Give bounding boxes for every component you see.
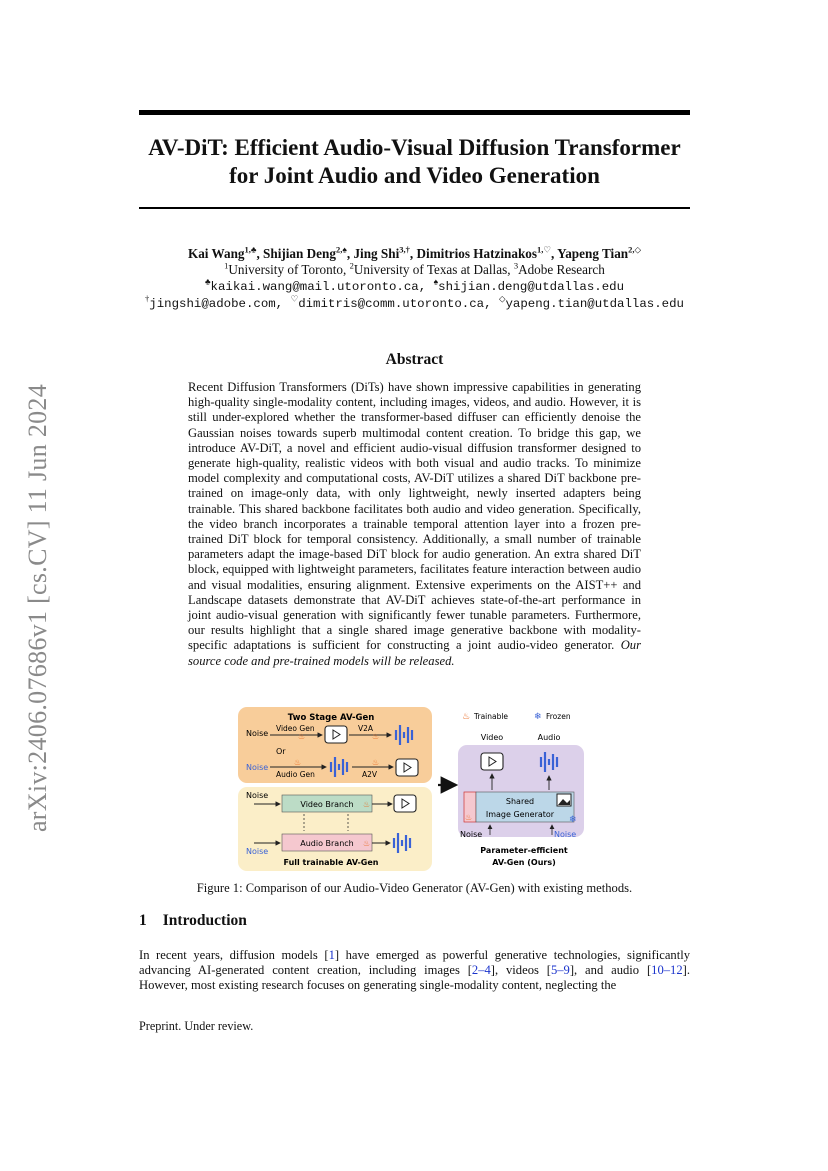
ours-title-2: AV-Gen (Ours) — [492, 858, 556, 867]
title-top-rule — [139, 110, 690, 115]
email-shijian[interactable]: shijian.deng@utdallas.edu — [438, 280, 625, 294]
video-gen-label: Video Gen — [276, 724, 315, 733]
video-play-icon — [325, 726, 347, 743]
title-line-1: AV-DiT: Efficient Audio-Visual Diffusion Transformer — [148, 135, 681, 160]
abstract-body — [188, 380, 641, 669]
figure-caption: Figure 1: Comparison of our Audio-Video Generator (AV-Gen) with existing methods. — [196, 881, 633, 895]
figure-1-diagram — [236, 703, 596, 875]
affiliations: $^1$University of Toronto, $^2$University of Texas at Dallas, $^3$Adobe Research — [224, 260, 605, 277]
snowflake-icon: ❄ — [569, 815, 577, 825]
author-3: Jing Shi$^{3,\dagger}$, — [353, 244, 417, 261]
flame-icon: ♨ — [363, 800, 371, 809]
flame-icon: ♨ — [298, 732, 306, 741]
author-1: Kai Wang$^{1,♣}$, — [187, 244, 264, 261]
frozen-legend: Frozen — [546, 712, 571, 721]
title-bottom-rule — [139, 207, 690, 209]
author-names — [139, 246, 690, 262]
email-kai[interactable]: kaikai.wang@mail.utoronto.ca, — [210, 280, 434, 294]
author-block — [139, 246, 690, 312]
author-2: Shijian Deng$^{2,♠}$, — [263, 244, 354, 261]
abstract-heading: Abstract — [385, 351, 444, 368]
flame-icon: ♨ — [465, 813, 473, 822]
citation-link[interactable]: 2–4 — [471, 963, 491, 978]
paper-title — [139, 134, 690, 190]
section-number: 1 — [139, 912, 147, 929]
noise-label-right: Noise — [554, 830, 577, 839]
ours-panel — [458, 745, 584, 837]
flame-icon: ♨ — [462, 712, 471, 722]
section-heading — [139, 912, 247, 930]
video-play-icon — [481, 753, 503, 770]
arxiv-identifier — [18, 358, 58, 858]
flame-icon: ♨ — [372, 732, 380, 741]
email-dimitris[interactable]: dimitris@comm.utoronto.ca, — [298, 297, 499, 311]
flame-icon: ♨ — [363, 839, 371, 848]
a2v-label: A2V — [362, 770, 378, 779]
title-line-2: for Joint Audio and Video Generation — [229, 163, 600, 188]
audio-branch-label: Audio Branch — [300, 839, 354, 848]
intro-paragraph: In recent years, diffusion models [1] have emerged as powerful generative technologies, significantly advancing AI-generated content creation, including images [2–4], videos [5–9], and audio [10–12]. However, most existing research focuses on generating single-modality content, neglecting the — [139, 948, 691, 993]
or-label: Or — [276, 747, 286, 756]
email-jing[interactable]: jingshi@adobe.com, — [149, 297, 291, 311]
audio-gen-label: Audio Gen — [276, 770, 315, 779]
v2a-label: V2A — [358, 724, 374, 733]
flame-icon: ♨ — [372, 758, 380, 767]
video-play-icon — [394, 795, 416, 812]
noise-label-video: Noise — [246, 791, 269, 800]
snowflake-icon: ❄ — [534, 712, 542, 722]
trainable-legend: Trainable — [474, 712, 509, 721]
email-yapeng[interactable]: yapeng.tian@utdallas.edu — [505, 297, 684, 311]
section-title: Introduction — [162, 912, 247, 929]
video-branch-label: Video Branch — [300, 800, 354, 809]
two-stage-title: Two Stage AV-Gen — [287, 713, 375, 723]
author-4: Dimitrios Hatzinakos$^{1,♡}$, — [416, 244, 558, 261]
noise-label-audio: Noise — [246, 847, 269, 856]
author-5: Yapeng Tian$^{2,◇}$ — [557, 244, 642, 261]
audio-output-label: Audio — [537, 733, 561, 742]
abstract-text: Recent Diffusion Transformers (DiTs) have shown impressive capabilities in generating high-quality single-modality content, including images, videos, and audio. However, it is still under-explored whether the transformer-based diffuser can efficiently denoise the Gaussian noises towards superb multimodal content creation. To bridge this gap, we introduce AV-DiT, a novel and efficient audio-visual diffusion transformer designed to generate high-quality, realistic videos with both visual and audio tracks. To minimize model complexity and computational costs, AV-DiT utilizes a shared DiT backbone pre-trained on image-only data, with only lightweight, newly inserted adapters being trainable. This shared backbone facilitates both audio and video generation. Specifically, the video branch incorporates a trainable temporal attention layer into a frozen pre-trained DiT block for temporal consistency. Additionally, a small number of trainable parameters adapt the image-based DiT block for audio generation. An extra shared DiT block, equipped with lightweight parameters, facilitates feature interaction between audio and visual modalities, ensuring alignment. Extensive experiments on the AIST++ and Landscape datasets demonstrate that AV-DiT achieves state-of-the-art performance in joint audio-visual generation with significantly fewer tunable parameters. Furthermore, our results highlight that a single shared image generative backbone with modality-specific adaptations is sufficient for constructing a joint audio-video generator. — [188, 380, 641, 653]
arxiv-id-text: arXiv:2406.07686v1 [cs.CV] 11 Jun 2024 — [23, 383, 52, 833]
full-trainable-title: Full trainable AV-Gen — [283, 858, 379, 867]
noise-label-top: Noise — [246, 729, 269, 738]
flame-icon: ♨ — [294, 758, 302, 767]
abstract-italic-note: Our source code and pre-trained models will be released. — [188, 638, 641, 668]
image-generator-label: Image Generator — [485, 810, 555, 819]
email-line-2: †jingshi@adobe.com, ♡dimitris@comm.utoronto.ca, ◇yapeng.tian@utdallas.edu — [145, 293, 684, 311]
shared-label: Shared — [505, 797, 535, 806]
citation-link[interactable]: 10–12 — [651, 963, 683, 978]
noise-label-mid: Noise — [246, 763, 269, 772]
video-output-label: Video — [480, 733, 504, 742]
preprint-footer: Preprint. Under review. — [139, 1019, 254, 1033]
noise-label-left: Noise — [460, 830, 483, 839]
citation-link[interactable]: 1 — [328, 948, 335, 962]
email-line-1: ♣kaikai.wang@mail.utoronto.ca, ♠shijian.deng@utdallas.edu — [204, 276, 625, 294]
video-play-icon — [396, 759, 418, 776]
ours-title-1: Parameter-efficient — [480, 846, 568, 855]
citation-link[interactable]: 5–9 — [550, 963, 570, 978]
